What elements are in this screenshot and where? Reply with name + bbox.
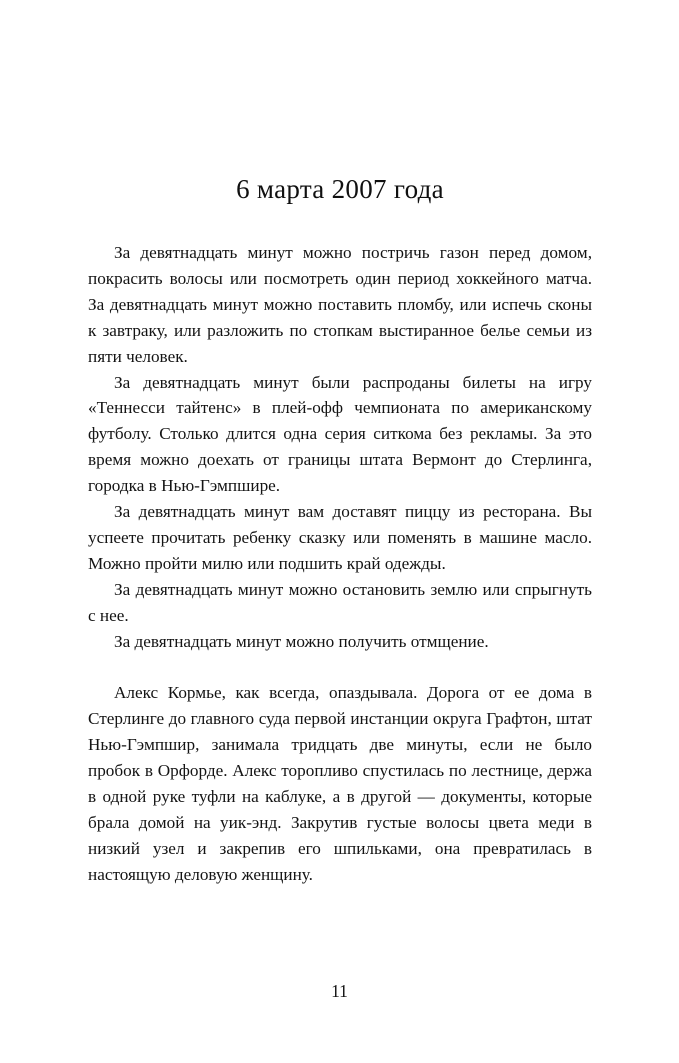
paragraph: За девятнадцать минут вам доставят пиццу из ресторана. Вы успеете прочитать ребенку сказку или поменять в машине масло. Можно пройти милю или подшить край одежды. [88,502,592,573]
page-number: 11 [331,981,348,1001]
paragraph: За девятнадцать минут можно остановить землю или спрыгнуть с нее. [88,579,592,625]
body-text [88,240,592,888]
paragraph: За девятнадцать минут можно получить отмщение. [114,631,489,651]
chapter-title: 6 марта 2007 года [236,174,444,204]
paragraph: За девятнадцать минут были распроданы билеты на игру «Теннесси тайтенс» в плей-офф чемпионата по американскому футболу. Столько длится одна серия ситкома без рекламы. За это время можно доехать от границы штата Вермонт до Стерлинга, городка в Нью-Гэмпшире. [88,372,592,496]
paragraph-break-spacer [88,655,592,681]
paragraph: За девятнадцать минут можно постричь газон перед домом, покрасить волосы или посмотреть один период хоккейного матча. За девятнадцать минут можно поставить пломбу, или испечь сконы к завтраку, или разложить по стопкам выстиранное белье семьи из пяти человек. [88,243,592,366]
paragraph: Алекс Кормье, как всегда, опаздывала. Дорога от ее дома в Стерлинге до главного суда первой инстанции округа Графтон, штат Нью-Гэмпшир, занимала тридцать две минуты, если не было пробок в Орфорде. Алекс торопливо спустилась по лестнице, держа в одной руке туфли на каблуке, а в другой — документы, которые брала домой на уик-энд. Закрутив густые волосы цвета меди в низкий узел и закрепив его шпильками, она превратилась в настоящую деловую женщину. [88,683,592,884]
